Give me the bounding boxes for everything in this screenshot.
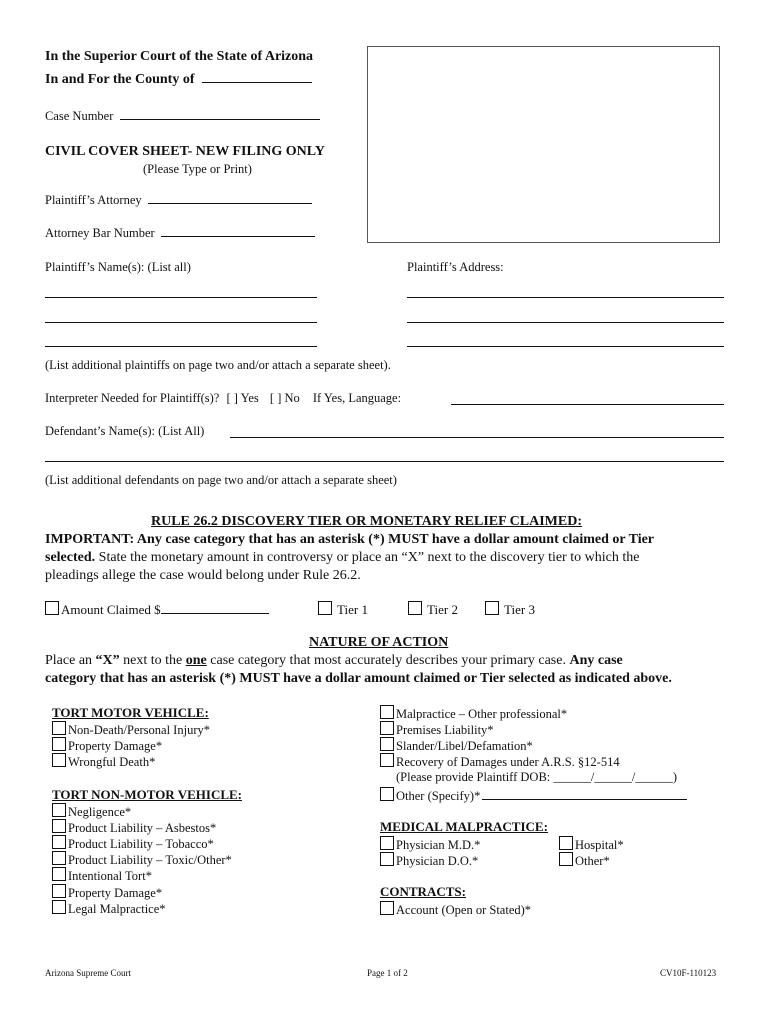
checkbox[interactable]: [52, 753, 66, 767]
tier1-label: Tier 1: [337, 602, 368, 617]
county-field[interactable]: [202, 82, 312, 83]
plaintiff-additional-note: (List additional plaintiffs on page two and/or attach a separate sheet).: [45, 358, 391, 372]
category-label: Product Liability – Tobacco*: [68, 837, 214, 851]
checkbox[interactable]: [52, 835, 66, 849]
plaintiff-attorney-field[interactable]: [148, 203, 312, 204]
category-item[interactable]: [380, 901, 531, 918]
plaintiff-name-line-2[interactable]: [45, 322, 317, 323]
category-item[interactable]: [52, 737, 162, 754]
category-label: Recovery of Damages under A.R.S. §12-514: [396, 755, 620, 769]
tier3-label: Tier 3: [504, 602, 535, 617]
language-label: If Yes, Language:: [312, 391, 402, 405]
category-item[interactable]: [380, 705, 567, 722]
rule-pleadings-line: pleadings allege the case would belong under Rule 26.2.: [45, 568, 361, 583]
rule-selected-bold: selected.: [45, 550, 96, 565]
case-number-row: [45, 109, 320, 124]
plaintiff-attorney-label: Plaintiff’s Attorney: [45, 193, 142, 207]
plaintiff-address-label: Plaintiff’s Address:: [407, 260, 504, 274]
nature-heading: NATURE OF ACTION: [309, 635, 449, 650]
nature-instr-a: Place an: [45, 653, 96, 668]
checkbox[interactable]: [52, 867, 66, 881]
bar-number-field[interactable]: [161, 236, 315, 237]
amount-claimed-row: [45, 601, 269, 618]
category-label: Property Damage*: [68, 739, 163, 753]
other-specify-label: Other (Specify)*: [396, 789, 481, 803]
category-item[interactable]: [559, 836, 624, 853]
bar-number-label: Attorney Bar Number: [45, 226, 155, 240]
category-label: Premises Liability*: [396, 723, 494, 737]
tier2-checkbox[interactable]: [408, 601, 422, 615]
category-item[interactable]: [380, 852, 478, 869]
form-title: CIVIL COVER SHEET- NEW FILING ONLY: [45, 144, 325, 159]
clerk-stamp-box: [367, 46, 720, 243]
case-number-label: Case Number: [45, 109, 114, 123]
plaintiff-name-line-3[interactable]: [45, 346, 317, 347]
tier3-option[interactable]: [485, 601, 535, 618]
nature-instr-one: one: [185, 653, 207, 668]
amount-claimed-label: Amount Claimed $: [61, 602, 161, 617]
checkbox[interactable]: [380, 721, 394, 735]
checkbox[interactable]: [52, 803, 66, 817]
nature-instr-x: “X”: [95, 653, 120, 668]
category-item[interactable]: [52, 851, 232, 868]
plaintiff-address-line-1[interactable]: [407, 297, 724, 298]
category-item[interactable]: [52, 867, 152, 884]
defendant-name-line-2[interactable]: [45, 461, 724, 462]
contracts-heading: CONTRACTS:: [380, 884, 466, 899]
tort-motor-heading: TORT MOTOR VEHICLE:: [52, 705, 209, 720]
category-label: Slander/Libel/Defamation*: [396, 739, 533, 753]
other-specify-item[interactable]: [380, 787, 687, 804]
medical-heading: MEDICAL MALPRACTICE:: [380, 819, 548, 834]
tier2-option[interactable]: [408, 601, 458, 618]
tier3-checkbox[interactable]: [485, 601, 499, 615]
defendant-additional-note: (List additional defendants on page two and/or attach a separate sheet): [45, 473, 397, 487]
checkbox[interactable]: [52, 737, 66, 751]
checkbox[interactable]: [52, 851, 66, 865]
category-item[interactable]: [559, 852, 610, 869]
checkbox[interactable]: [559, 836, 573, 850]
category-item[interactable]: [52, 803, 131, 820]
nature-instruction-line-2: category that has an asterisk (*) MUST have a dollar amount claimed or Tier selected as indicated above.: [45, 671, 672, 686]
interpreter-no-option[interactable]: [ ] No: [269, 391, 300, 405]
category-label: Account (Open or Stated)*: [396, 903, 532, 917]
category-label: Legal Malpractice*: [68, 902, 166, 916]
tort-nonmotor-heading: TORT NON-MOTOR VEHICLE:: [52, 787, 243, 802]
nature-instr-bold1: Any case: [569, 653, 623, 668]
language-field[interactable]: [451, 404, 724, 405]
footer-page-number: Page 1 of 2: [367, 968, 408, 978]
bar-number-row: [45, 226, 315, 241]
other-specify-field[interactable]: [482, 799, 687, 800]
court-line-1: In the Superior Court of the State of Arizona: [45, 49, 314, 64]
category-label: Physician D.O.*: [396, 854, 479, 868]
nature-instr-c: case category that most accurately describes your primary case.: [206, 653, 570, 668]
amount-claimed-checkbox[interactable]: [45, 601, 59, 615]
checkbox[interactable]: [380, 787, 394, 801]
defendant-name-line-1[interactable]: [230, 437, 724, 438]
plaintiff-address-line-3[interactable]: [407, 346, 724, 347]
category-label: Physician M.D.*: [396, 838, 481, 852]
category-item[interactable]: [52, 835, 214, 852]
rule-selected-line: [45, 550, 639, 566]
category-label: Wrongful Death*: [68, 755, 156, 769]
category-item[interactable]: [380, 721, 494, 738]
form-subtitle: (Please Type or Print): [143, 162, 252, 176]
interpreter-label: Interpreter Needed for Plaintiff(s)?: [45, 391, 220, 405]
category-label: Malpractice – Other professional*: [396, 707, 568, 721]
checkbox[interactable]: [52, 819, 66, 833]
defendant-names-label: Defendant’s Name(s): (List All): [45, 424, 205, 438]
category-label: Negligence*: [68, 805, 132, 819]
rule-important-line: IMPORTANT: Any case category that has an asterisk (*) MUST have a dollar amount claimed or Tier: [45, 532, 655, 547]
category-item[interactable]: [52, 721, 210, 738]
category-label: Intentional Tort*: [68, 869, 152, 883]
checkbox[interactable]: [380, 901, 394, 915]
attorney-row: [45, 193, 312, 208]
interpreter-row: [45, 391, 401, 406]
dob-note: (Please provide Plaintiff DOB: ______/______/______): [396, 770, 677, 784]
interpreter-yes-option[interactable]: [ ] Yes: [226, 391, 259, 405]
tier1-option[interactable]: [318, 601, 368, 618]
checkbox[interactable]: [380, 852, 394, 866]
checkbox[interactable]: [52, 721, 66, 735]
category-label: Product Liability – Asbestos*: [68, 821, 217, 835]
checkbox[interactable]: [52, 900, 66, 914]
checkbox[interactable]: [380, 737, 394, 751]
footer-left: Arizona Supreme Court: [45, 968, 131, 978]
checkbox[interactable]: [52, 884, 66, 898]
county-label: In and For the County of: [45, 72, 195, 87]
rule-selected-rest: State the monetary amount in controversy or place an “X” next to the discovery tier to which the: [95, 550, 640, 565]
plaintiff-names-label: Plaintiff’s Name(s): (List all): [45, 260, 191, 274]
checkbox[interactable]: [559, 852, 573, 866]
court-line-2: [45, 72, 312, 88]
category-label: Hospital*: [575, 838, 624, 852]
category-item[interactable]: [52, 753, 155, 770]
tier1-checkbox[interactable]: [318, 601, 332, 615]
category-item[interactable]: [52, 900, 166, 917]
category-item[interactable]: [380, 753, 620, 770]
plaintiff-name-line-1[interactable]: [45, 297, 317, 298]
category-item[interactable]: [380, 737, 533, 754]
nature-instr-b: next to the: [119, 653, 186, 668]
category-item[interactable]: [52, 819, 216, 836]
rule-heading: RULE 26.2 DISCOVERY TIER OR MONETARY RELIEF CLAIMED:: [151, 514, 582, 529]
plaintiff-address-line-2[interactable]: [407, 322, 724, 323]
category-label: Property Damage*: [68, 886, 163, 900]
category-item[interactable]: [380, 836, 480, 853]
category-label: Product Liability – Toxic/Other*: [68, 853, 232, 867]
case-number-field[interactable]: [120, 119, 320, 120]
checkbox[interactable]: [380, 753, 394, 767]
nature-instruction-line-1: [45, 653, 623, 669]
tier2-label: Tier 2: [427, 602, 458, 617]
category-label: Non-Death/Personal Injury*: [68, 723, 210, 737]
category-item[interactable]: [52, 884, 162, 901]
category-label: Other*: [575, 854, 610, 868]
checkbox[interactable]: [380, 836, 394, 850]
checkbox[interactable]: [380, 705, 394, 719]
amount-claimed-field[interactable]: [161, 613, 269, 614]
footer-form-code: CV10F-110123: [660, 968, 717, 978]
